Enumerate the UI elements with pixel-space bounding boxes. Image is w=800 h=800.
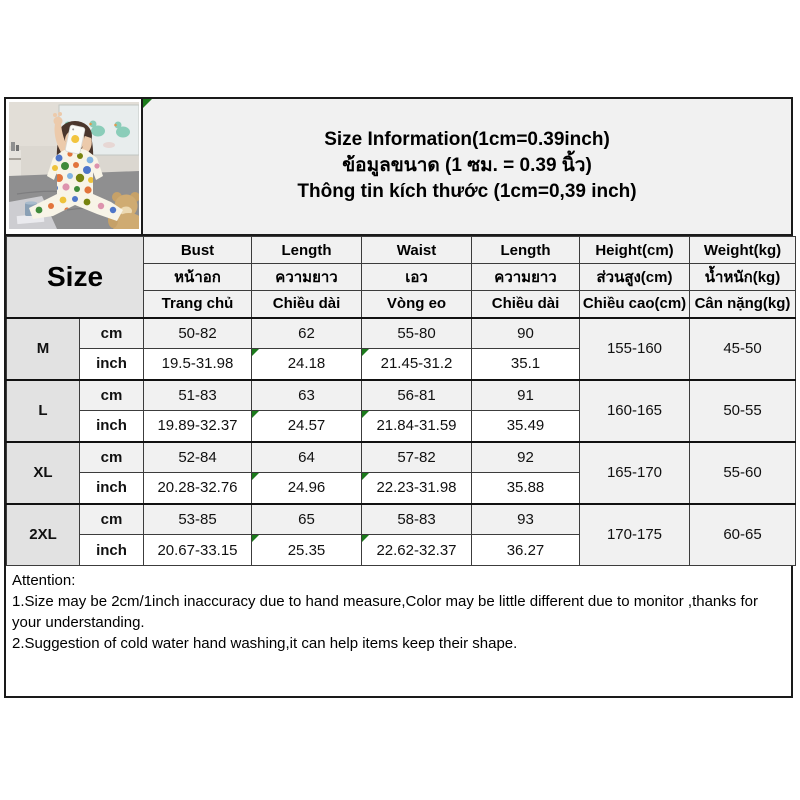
header-row-en bbox=[7, 237, 796, 264]
unit-inch: inch bbox=[80, 535, 144, 566]
table-cell-flagged: 22.62-32.37 bbox=[362, 535, 472, 566]
size-header-cell: Size bbox=[7, 237, 144, 318]
col-header-weight-en: Weight(kg) bbox=[690, 237, 796, 264]
unit-cm: cm bbox=[80, 380, 144, 411]
content-frame bbox=[4, 97, 793, 698]
col-header-length2-vi: Chiều dài bbox=[472, 291, 580, 318]
height-cell-l: 160-165 bbox=[580, 380, 690, 442]
col-header-bust-vi: Trang chủ bbox=[144, 291, 252, 318]
size-label-m: M bbox=[7, 318, 80, 380]
table-cell: 64 bbox=[252, 442, 362, 473]
col-header-waist-en: Waist bbox=[362, 237, 472, 264]
title-en: Size Information(1cm=0.39inch) bbox=[324, 129, 610, 151]
attention-heading: Attention: bbox=[12, 572, 76, 589]
table-cell: 93 bbox=[472, 504, 580, 535]
table-cell: 63 bbox=[252, 380, 362, 411]
attention-note-1: 1.Size may be 2cm/1inch inaccuracy due to hand measure,Color may be little different due to monitor ,thanks for your understanding. bbox=[12, 593, 758, 631]
col-header-height-vi: Chiều cao(cm) bbox=[580, 291, 690, 318]
unit-inch: inch bbox=[80, 473, 144, 504]
row-m-cm bbox=[7, 318, 796, 349]
table-cell: 20.67-33.15 bbox=[144, 535, 252, 566]
col-header-weight-vi: Cân nặng(kg) bbox=[690, 291, 796, 318]
col-header-length2-en: Length bbox=[472, 237, 580, 264]
col-header-length-vi: Chiều dài bbox=[252, 291, 362, 318]
table-cell: 35.49 bbox=[472, 411, 580, 442]
attention-note-2: 2.Suggestion of cold water hand washing,it can help items keep their shape. bbox=[12, 635, 518, 652]
unit-inch: inch bbox=[80, 411, 144, 442]
title-block bbox=[143, 99, 791, 234]
table-cell: 19.89-32.37 bbox=[144, 411, 252, 442]
col-header-height-th: ส่วนสูง(cm) bbox=[580, 264, 690, 291]
table-cell: 58-83 bbox=[362, 504, 472, 535]
size-label-2xl: 2XL bbox=[7, 504, 80, 566]
size-label-l: L bbox=[7, 380, 80, 442]
row-xl-cm bbox=[7, 442, 796, 473]
table-cell: 50-82 bbox=[144, 318, 252, 349]
unit-cm: cm bbox=[80, 442, 144, 473]
col-header-length2-th: ความยาว bbox=[472, 264, 580, 291]
title-vi: Thông tin kích thước (1cm=0,39 inch) bbox=[297, 180, 637, 202]
table-cell: 19.5-31.98 bbox=[144, 349, 252, 380]
col-header-length-en: Length bbox=[252, 237, 362, 264]
attention-block bbox=[6, 566, 791, 696]
weight-cell-2xl: 60-65 bbox=[690, 504, 796, 566]
table-cell: 56-81 bbox=[362, 380, 472, 411]
height-cell-xl: 165-170 bbox=[580, 442, 690, 504]
table-cell-flagged: 24.96 bbox=[252, 473, 362, 504]
table-cell-flagged: 22.23-31.98 bbox=[362, 473, 472, 504]
row-l-cm bbox=[7, 380, 796, 411]
col-header-height-en: Height(cm) bbox=[580, 237, 690, 264]
table-cell: 53-85 bbox=[144, 504, 252, 535]
table-cell-flagged: 25.35 bbox=[252, 535, 362, 566]
weight-cell-m: 45-50 bbox=[690, 318, 796, 380]
title-th: ข้อมูลขนาด (1 ซม. = 0.39 นิ้ว) bbox=[342, 155, 592, 177]
table-cell: 55-80 bbox=[362, 318, 472, 349]
weight-cell-l: 50-55 bbox=[690, 380, 796, 442]
height-cell-2xl: 170-175 bbox=[580, 504, 690, 566]
table-cell: 35.88 bbox=[472, 473, 580, 504]
table-cell: 91 bbox=[472, 380, 580, 411]
top-band bbox=[6, 99, 791, 236]
size-table bbox=[6, 236, 796, 566]
col-header-bust-th: หน้าอก bbox=[144, 264, 252, 291]
table-cell: 20.28-32.76 bbox=[144, 473, 252, 504]
table-cell: 35.1 bbox=[472, 349, 580, 380]
unit-inch: inch bbox=[80, 349, 144, 380]
table-cell: 51-83 bbox=[144, 380, 252, 411]
table-cell-flagged: 21.84-31.59 bbox=[362, 411, 472, 442]
table-cell: 90 bbox=[472, 318, 580, 349]
col-header-weight-th: น้ำหนัก(kg) bbox=[690, 264, 796, 291]
table-cell: 92 bbox=[472, 442, 580, 473]
table-cell: 62 bbox=[252, 318, 362, 349]
col-header-waist-vi: Vòng eo bbox=[362, 291, 472, 318]
table-cell: 36.27 bbox=[472, 535, 580, 566]
table-cell: 52-84 bbox=[144, 442, 252, 473]
table-cell-flagged: 24.57 bbox=[252, 411, 362, 442]
product-photo-illustration bbox=[9, 102, 139, 229]
table-cell-flagged: 21.45-31.2 bbox=[362, 349, 472, 380]
col-header-waist-th: เอว bbox=[362, 264, 472, 291]
product-photo bbox=[6, 99, 143, 234]
row-2xl-cm bbox=[7, 504, 796, 535]
col-header-bust-en: Bust bbox=[144, 237, 252, 264]
col-header-length-th: ความยาว bbox=[252, 264, 362, 291]
table-cell: 57-82 bbox=[362, 442, 472, 473]
table-cell-flagged: 24.18 bbox=[252, 349, 362, 380]
weight-cell-xl: 55-60 bbox=[690, 442, 796, 504]
unit-cm: cm bbox=[80, 318, 144, 349]
height-cell-m: 155-160 bbox=[580, 318, 690, 380]
unit-cm: cm bbox=[80, 504, 144, 535]
size-label-xl: XL bbox=[7, 442, 80, 504]
table-cell: 65 bbox=[252, 504, 362, 535]
